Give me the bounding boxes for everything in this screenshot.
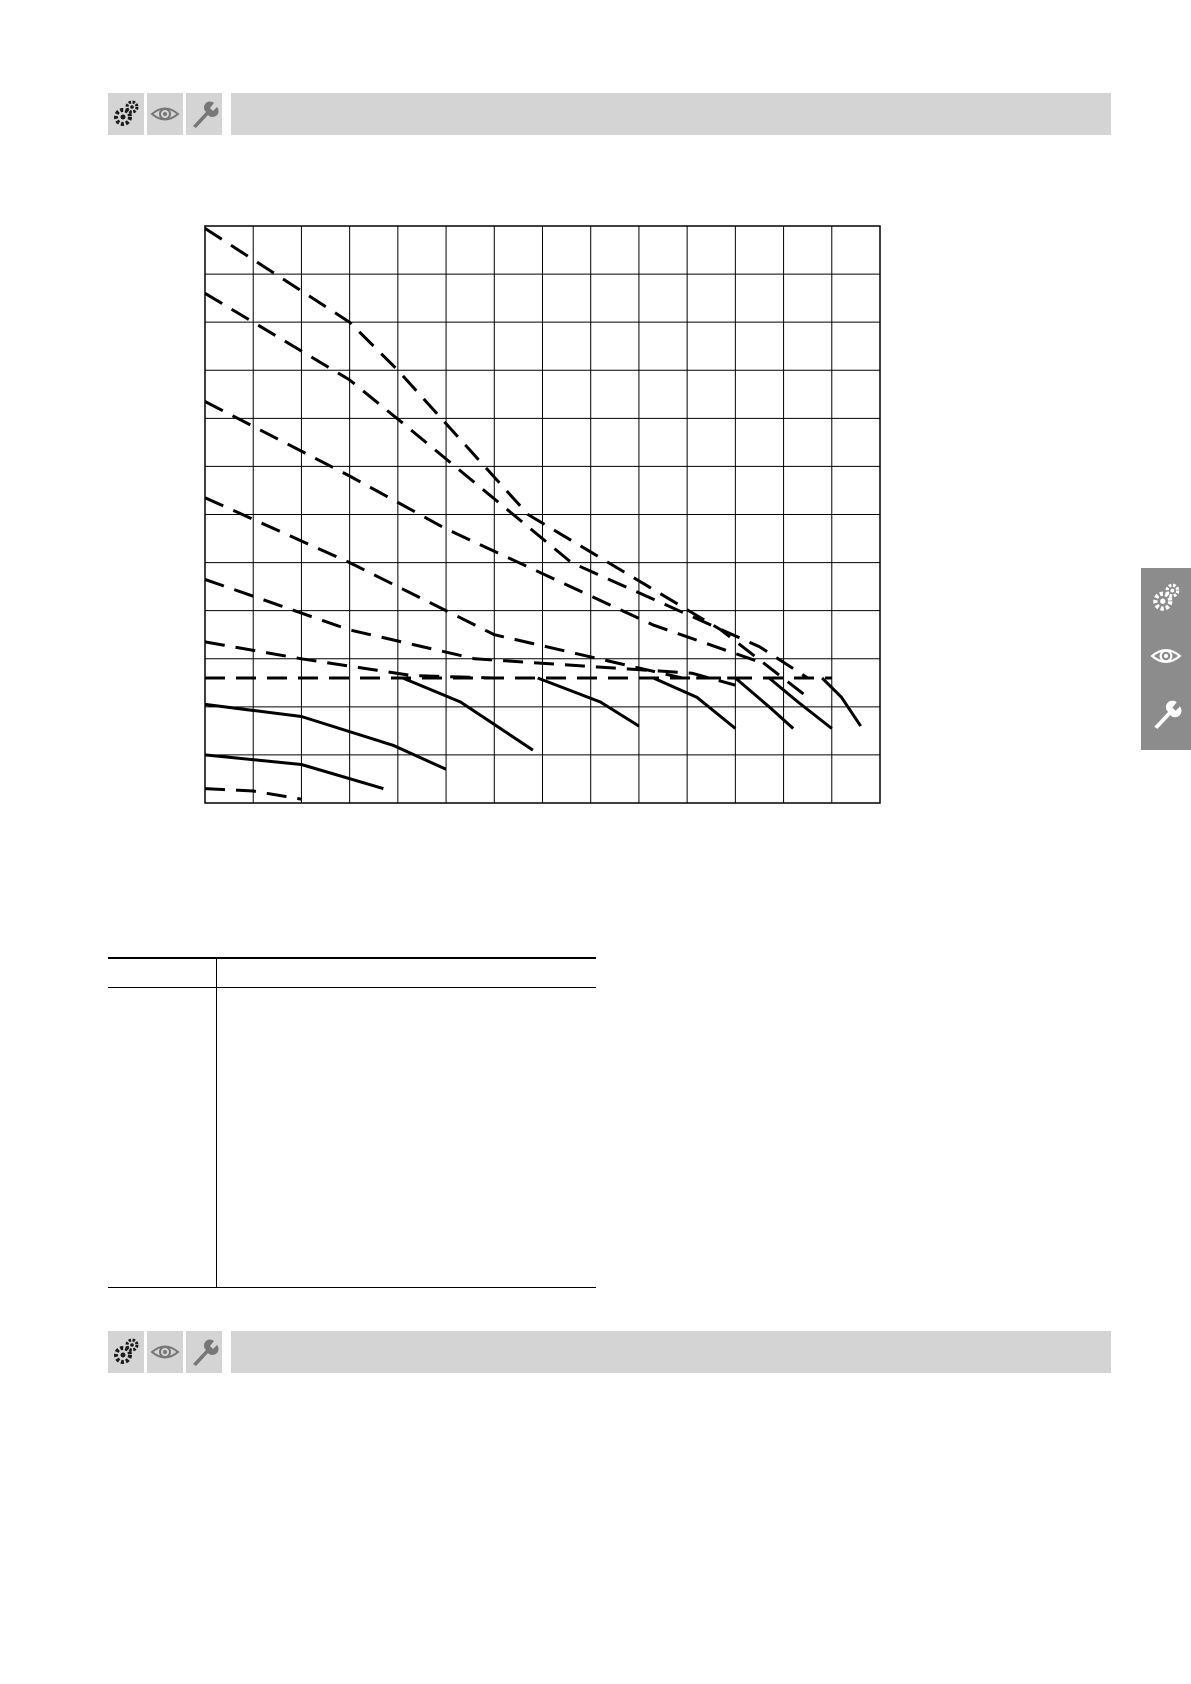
series-line-13 (653, 678, 735, 729)
side-navigation-tab (1141, 568, 1191, 750)
bottom-header-band (108, 1331, 1111, 1373)
series-line-9 (205, 755, 383, 789)
table-header-rule (108, 987, 596, 988)
eye-icon (147, 1331, 183, 1373)
series-line-1 (205, 228, 808, 697)
series-line-2 (205, 293, 808, 678)
table-top-rule (108, 957, 596, 959)
wrench-icon (186, 1331, 222, 1373)
series-line-11 (403, 678, 533, 750)
series-line-15 (769, 678, 832, 729)
eye-icon (1150, 640, 1182, 672)
series-line-12 (538, 678, 639, 726)
table-column-divider (216, 958, 217, 1288)
table-bottom-rule (108, 1287, 596, 1288)
chart-series (205, 228, 861, 799)
wrench-icon (1150, 698, 1182, 730)
section-title-bar (231, 1331, 1111, 1373)
gears-icon (1150, 582, 1182, 614)
gears-icon (108, 1331, 144, 1373)
series-line-5 (205, 579, 735, 685)
series-line-14 (735, 678, 793, 729)
series-line-3 (205, 402, 764, 664)
series-line-4 (205, 498, 745, 678)
series-line-16 (822, 678, 861, 726)
